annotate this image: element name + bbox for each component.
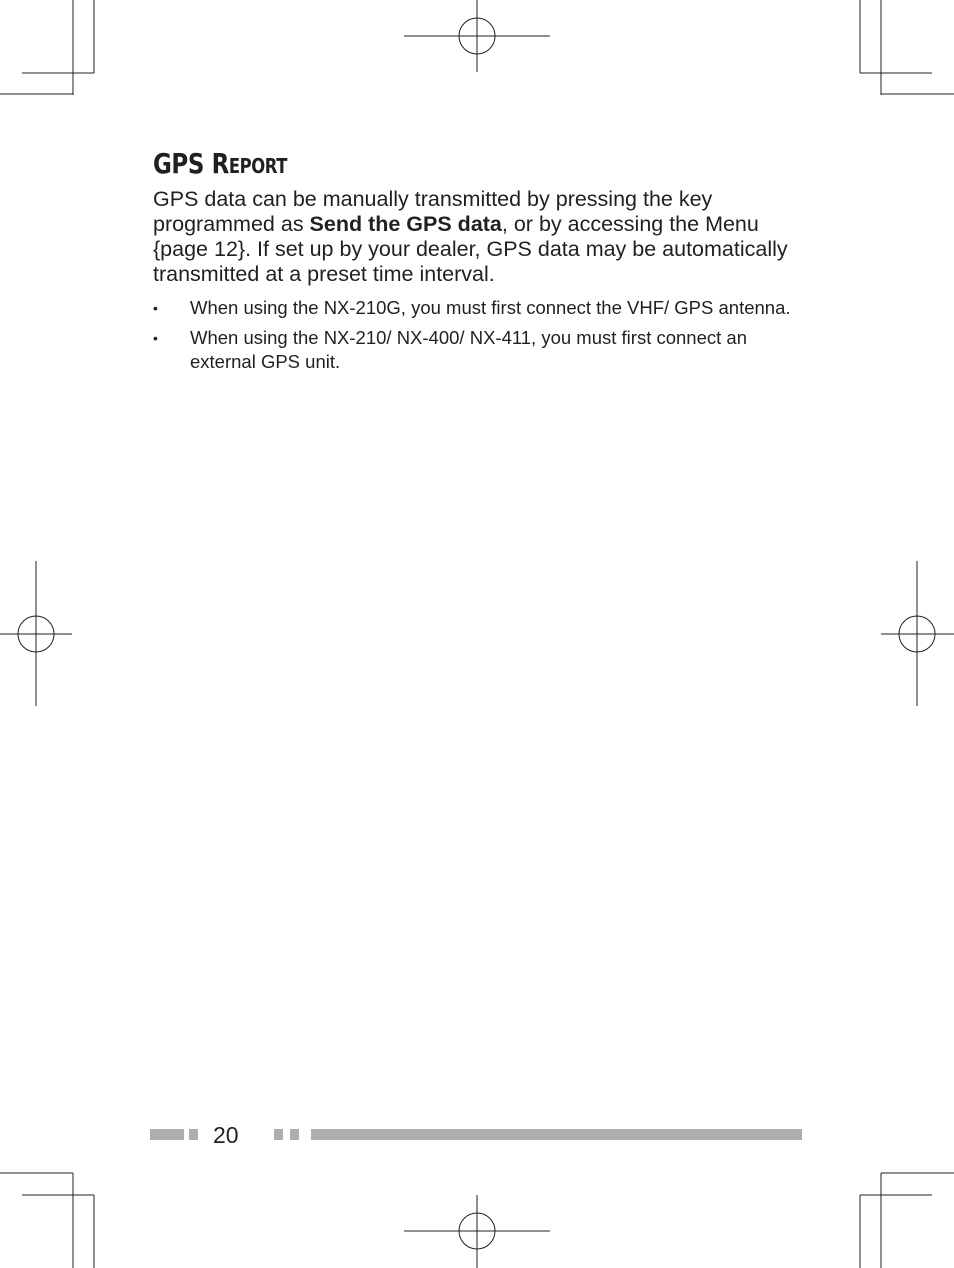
registration-mark-right [881, 561, 954, 706]
footer-bar-left-short [189, 1129, 198, 1140]
list-item-text: When using the NX-210/ NX-400/ NX-411, you must first connect an external GPS unit. [190, 327, 747, 372]
footer-bar-right-short-2 [290, 1129, 299, 1140]
bullet-marker: • [153, 330, 158, 346]
list-item-text: When using the NX-210G, you must first connect the VHF/ GPS antenna. [190, 297, 791, 318]
note-list [153, 296, 793, 380]
body-text-part1: GPS data can be manually transmitted by pressing the key programmed as [153, 187, 713, 236]
body-text-bold-key-name: Send the GPS data [309, 212, 502, 236]
list-item [153, 296, 793, 320]
footer-bar-right-short-1 [274, 1129, 283, 1140]
body-paragraph [153, 187, 793, 287]
registration-mark-bottom [404, 1195, 550, 1268]
footer-bar-left-long [150, 1129, 184, 1140]
body-text-part2: , or by accessing the Menu {page 12}. If set up by your dealer, GPS data may be automatically transmitted at a preset time interval. [153, 212, 788, 286]
footer-bar-right-long [311, 1129, 802, 1140]
section-heading: GPS REPORT [153, 147, 288, 180]
bullet-marker: • [153, 300, 158, 316]
registration-mark-top [404, 0, 550, 72]
page-number: 20 [213, 1122, 239, 1148]
list-item [153, 326, 793, 374]
registration-mark-left [0, 561, 72, 706]
